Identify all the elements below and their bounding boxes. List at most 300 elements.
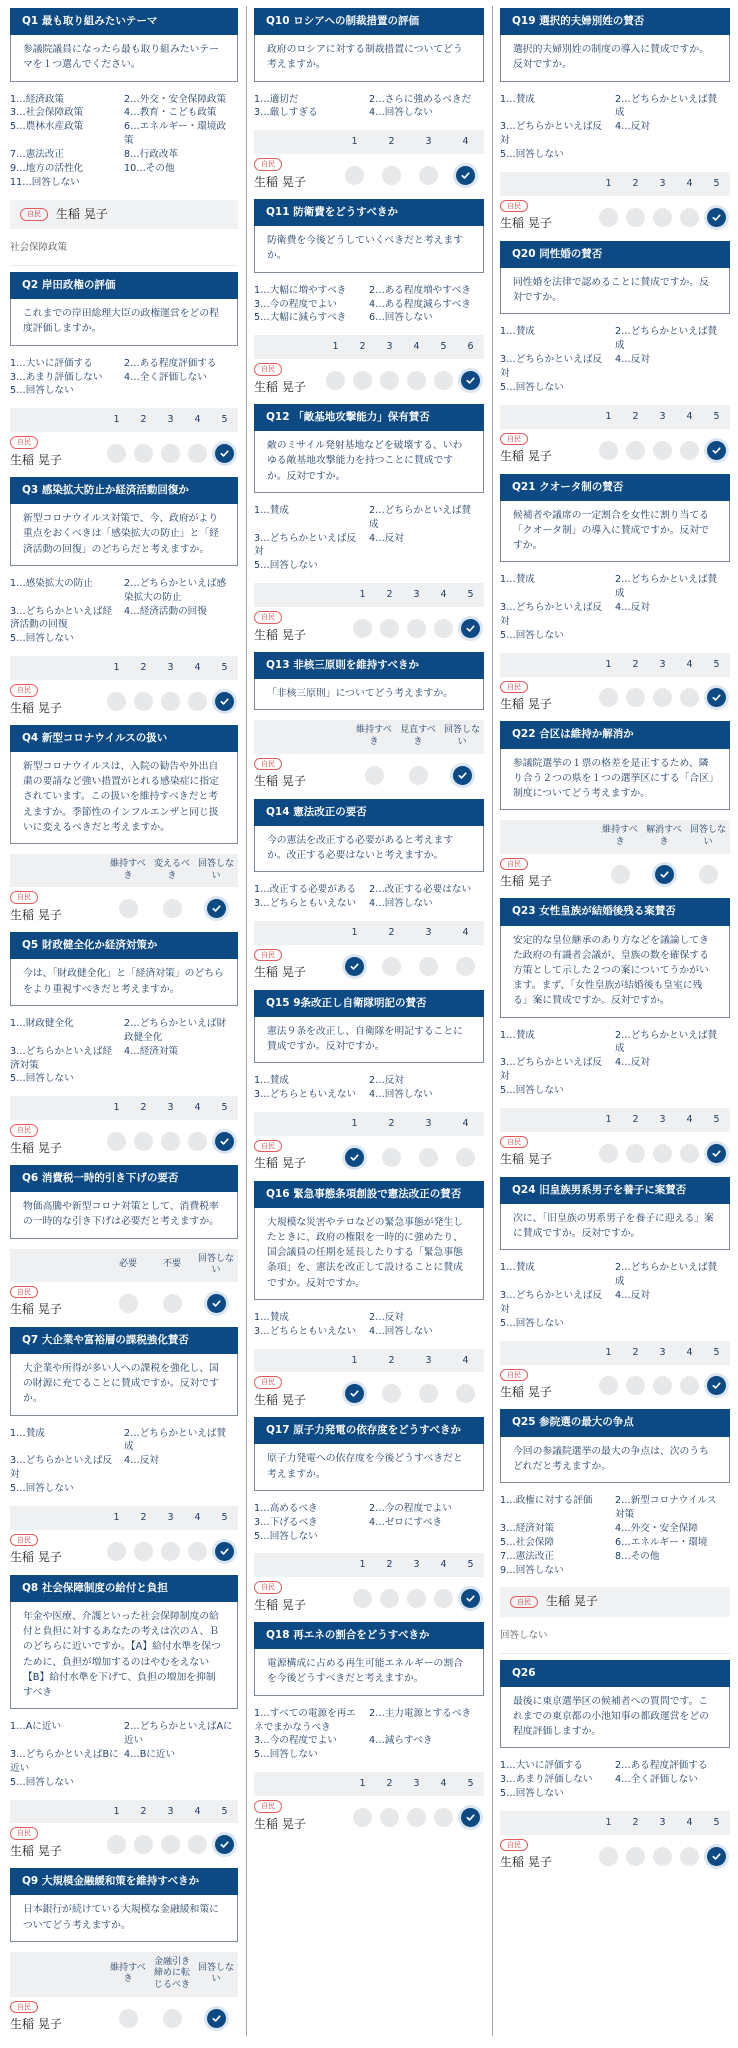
option-item: 3…どちらかといえば反対 — [10, 1455, 113, 1481]
candidate — [10, 1827, 62, 1860]
answer-slot — [622, 1847, 649, 1866]
option-list — [500, 1261, 730, 1331]
answer-slot — [703, 208, 730, 227]
check-icon — [711, 1851, 722, 1862]
scale-label: 1 — [113, 1102, 120, 1114]
scale-header — [500, 1108, 730, 1132]
scale-label: 1 — [605, 658, 612, 670]
unselected-answer-dot — [407, 1589, 426, 1608]
candidate-answer-row — [500, 854, 730, 895]
unselected-answer-dot — [188, 444, 207, 463]
question-card-q23 — [500, 898, 730, 1172]
option-item: 2…さらに強めるべきだ — [369, 93, 472, 105]
scale-label: 1 — [351, 1354, 358, 1366]
option-item: 1…感染拡大の防止 — [10, 577, 93, 589]
scale-header — [500, 1341, 730, 1365]
answer-dots — [106, 1294, 238, 1319]
option-item: 1…賛成 — [254, 504, 289, 516]
answer-slot — [106, 2009, 150, 2028]
candidate-name: 生稲 晃子 — [10, 1843, 62, 1858]
answer-slot — [457, 1589, 484, 1608]
party-badge: 自民 — [254, 949, 282, 962]
candidate-answer-row — [10, 432, 238, 473]
option-item: 4…反対 — [615, 1057, 650, 1069]
answer-dots — [595, 441, 730, 466]
option-item: 1…高めるべき — [254, 1502, 318, 1514]
scale-label: 3 — [413, 1559, 420, 1571]
candidate — [10, 1286, 62, 1319]
candidate — [500, 200, 552, 233]
scale-label: 2 — [632, 1114, 639, 1126]
answer-dots — [103, 1542, 238, 1567]
question-title: Q22 合区は維持か解消か — [500, 721, 730, 748]
question-text: これまでの岸田総理大臣の政権運営をどの程度評価しますか。 — [10, 299, 238, 345]
unselected-answer-dot — [653, 1847, 672, 1866]
scale-label: 2 — [140, 662, 147, 674]
answer-slot — [622, 1376, 649, 1395]
scale-label: 回答しない — [197, 859, 234, 881]
option-item: 4…反対 — [615, 354, 650, 366]
scale-label: 4 — [194, 1805, 201, 1817]
answer-slot — [150, 899, 194, 918]
candidate — [254, 611, 306, 644]
option-item: 8…行政改革 — [124, 149, 179, 161]
scale-header — [10, 1249, 238, 1282]
scale-label: 2 — [632, 410, 639, 422]
option-item: 4…ゼロにすべき — [369, 1516, 443, 1528]
scale-label: 3 — [167, 1512, 174, 1524]
option-item: 8…その他 — [615, 1550, 660, 1562]
scale-header — [10, 1952, 238, 1997]
unselected-answer-dot — [599, 441, 618, 460]
answer-slot — [676, 1376, 703, 1395]
answer-slot — [130, 1132, 157, 1151]
option-item: 3…経済対策 — [500, 1522, 555, 1534]
scale-label: 5 — [713, 410, 720, 422]
answer-slot — [396, 766, 440, 785]
option-item: 3…どちらともいえない — [254, 898, 357, 910]
candidate-name: 生稲 晃子 — [546, 1594, 598, 1609]
candidate-answer-row — [254, 1372, 484, 1413]
scale-label: 4 — [462, 926, 469, 938]
answer-dots — [103, 1132, 238, 1157]
candidate-answer-row — [254, 1577, 484, 1618]
question-card-q24 — [500, 1177, 730, 1406]
check-icon — [219, 1546, 230, 1557]
scale-label: 4 — [686, 658, 693, 670]
question-card-q26 — [500, 1660, 730, 1876]
answer-slot — [410, 166, 447, 185]
unselected-answer-dot — [456, 957, 475, 976]
option-list — [500, 325, 730, 395]
unselected-answer-dot — [161, 1835, 180, 1854]
unselected-answer-dot — [134, 1542, 153, 1561]
candidate — [500, 1369, 552, 1402]
scale-header — [10, 1506, 238, 1530]
option-item: 3…どちらかといえば反対 — [500, 1290, 603, 1315]
option-item: 5…回答しない — [10, 1776, 74, 1788]
candidate-name: 生稲 晃子 — [500, 216, 552, 231]
scale-label: 1 — [351, 1117, 358, 1129]
answer-slot — [457, 1808, 484, 1827]
selected-answer-icon — [207, 899, 226, 918]
scale-header — [500, 1811, 730, 1835]
unselected-answer-dot — [419, 166, 438, 185]
answer-slot — [157, 692, 184, 711]
scale-label: 3 — [386, 341, 393, 353]
candidate — [10, 2001, 62, 2034]
option-item: 5…回答しない — [10, 1483, 74, 1495]
unselected-answer-dot — [353, 1808, 372, 1827]
option-item: 3…下げるべき — [254, 1516, 318, 1528]
option-item: 4…全く評価しない — [124, 371, 207, 383]
scale-label: 1 — [605, 178, 612, 190]
question-text: 次に、「旧皇族の男系男子を養子に迎える」案に賛成ですか。反対ですか。 — [500, 1204, 730, 1250]
answer-slot — [595, 1144, 622, 1163]
answer-slot — [150, 1294, 194, 1313]
option-list — [254, 93, 484, 121]
answer-slot — [336, 166, 373, 185]
question-card-q21 — [500, 474, 730, 718]
answer-slot — [130, 444, 157, 463]
option-item: 3…社会保障政策 — [10, 107, 84, 119]
answer-slot — [410, 1148, 447, 1167]
question-text: 大企業や所得が多い人への課税を強化し、国の財源に充てることに賛成ですか。反対ですか。 — [10, 1354, 238, 1416]
answer-slot — [157, 1542, 184, 1561]
option-item: 3…あまり評価しない — [500, 1774, 593, 1786]
unselected-answer-dot — [680, 441, 699, 460]
question-text: 選択的夫婦別姓の制度の導入に賛成ですか。反対ですか。 — [500, 35, 730, 81]
answer-slot — [322, 371, 349, 390]
question-card-q11 — [254, 199, 484, 400]
option-item: 4…反対 — [369, 532, 404, 544]
answer-slot — [157, 444, 184, 463]
scale-label: 3 — [425, 926, 432, 938]
unselected-answer-dot — [434, 619, 453, 638]
question-card-q12 — [254, 404, 484, 648]
answer-slot — [447, 166, 484, 185]
question-card-q1 — [10, 8, 238, 266]
candidate-name: 生稲 晃子 — [10, 2017, 62, 2032]
party-badge: 自民 — [254, 611, 282, 624]
option-item: 3…厳しすぎる — [254, 107, 318, 119]
option-item: 3…どちらかといえばBに近い — [10, 1748, 119, 1774]
option-item: 3…どちらかといえば経済活動の回復 — [10, 605, 113, 631]
option-item: 4…反対 — [615, 602, 650, 614]
scale-label: 5 — [713, 178, 720, 190]
candidate-name: 生稲 晃子 — [254, 965, 306, 980]
scale-label: 2 — [388, 1354, 395, 1366]
party-badge: 自民 — [500, 681, 528, 694]
party-badge: 自民 — [10, 1124, 38, 1137]
option-item: 4…反対 — [124, 1455, 159, 1467]
option-item: 2…どちらかといえば財政健全化 — [124, 1017, 227, 1043]
option-item: 3…どちらともいえない — [254, 1089, 357, 1101]
answer-dots — [352, 766, 484, 791]
question-title: Q11 防衛費をどうすべきか — [254, 199, 484, 226]
unselected-answer-dot — [382, 1384, 401, 1403]
option-item: 3…どちらかといえば反対 — [500, 121, 603, 147]
scale-label: 2 — [140, 1102, 147, 1114]
unselected-answer-dot — [680, 1847, 699, 1866]
scale-header — [254, 1772, 484, 1796]
option-item: 1…改正する必要がある — [254, 884, 357, 896]
candidate-answer-row — [10, 1282, 238, 1323]
scale-label: 2 — [632, 1817, 639, 1829]
scale-label: 6 — [467, 341, 474, 353]
candidate-name: 生稲 晃子 — [500, 449, 552, 464]
answer-slot — [184, 1835, 211, 1854]
scale-label: 2 — [388, 926, 395, 938]
unselected-answer-dot — [119, 899, 138, 918]
answer-slot — [130, 1835, 157, 1854]
candidate — [10, 436, 62, 469]
party-badge: 自民 — [500, 1839, 528, 1852]
scale-label: 2 — [632, 658, 639, 670]
scale-label: 4 — [440, 1778, 447, 1790]
party-badge: 自民 — [10, 436, 38, 449]
answer-slot — [103, 444, 130, 463]
scale-label: 1 — [359, 1559, 366, 1571]
unselected-answer-dot — [599, 1847, 618, 1866]
unselected-answer-dot — [599, 688, 618, 707]
answer-slot — [103, 692, 130, 711]
question-title: Q13 非核三原則を維持すべきか — [254, 652, 484, 679]
candidate-name: 生稲 晃子 — [10, 452, 62, 467]
unselected-answer-dot — [419, 1148, 438, 1167]
option-item: 2…外交・安全保障政策 — [124, 93, 227, 105]
scale-header — [254, 1553, 484, 1577]
unselected-answer-dot — [380, 1589, 399, 1608]
scale-label: 回答しない — [689, 825, 726, 847]
option-list — [254, 504, 484, 574]
party-badge: 自民 — [10, 1827, 38, 1840]
answer-slot — [686, 865, 730, 884]
selected-answer-icon — [207, 1294, 226, 1313]
question-card-q18 — [254, 1622, 484, 1837]
unselected-answer-dot — [353, 371, 372, 390]
answer-slot — [376, 371, 403, 390]
scale-label: 4 — [413, 341, 420, 353]
option-list — [254, 1074, 484, 1102]
selected-answer-icon — [461, 1808, 480, 1827]
option-item: 2…どちらかといえば賛成 — [615, 93, 718, 119]
scale-label: 5 — [221, 1512, 228, 1524]
scale-label: 1 — [605, 410, 612, 422]
option-item: 1…賛成 — [500, 93, 535, 105]
candidate-name: 生稲 晃子 — [10, 1140, 62, 1155]
scale-label: 解消すべき — [646, 825, 682, 847]
selected-answer-icon — [655, 865, 674, 884]
question-title: Q12 「敵基地攻撃能力」保有賛否 — [254, 404, 484, 431]
scale-label: 4 — [686, 1817, 693, 1829]
candidate-answer-row — [500, 1835, 730, 1876]
option-item: 3…今の程度でよい — [254, 298, 337, 310]
party-badge: 自民 — [10, 1534, 38, 1547]
candidate-answer-row — [500, 1365, 730, 1406]
option-item: 4…Bに近い — [124, 1748, 176, 1760]
answer-slot — [649, 688, 676, 707]
candidate-answer-row — [10, 1997, 238, 2038]
unselected-answer-dot — [119, 1294, 138, 1313]
unselected-answer-dot — [163, 2009, 182, 2028]
scale-header — [254, 335, 484, 359]
option-item: 1…賛成 — [500, 1029, 535, 1041]
scale-label: 見直すべき — [400, 725, 436, 747]
candidate-name: 生稲 晃子 — [10, 700, 62, 715]
question-text: 年金や医療、介護といった社会保障制度の給付と負担に対するあなたの考えは次のＡ、Ｂのどちらに近いですか。【A】給付水準を保つために、負担が増加するのはやむをえない【B】給付水準を下げて、負担の増加を抑制すべき — [10, 1602, 238, 1709]
question-text: 同性婚を法律で認めることに賛成ですか。反対ですか。 — [500, 268, 730, 314]
selected-answer-icon — [707, 1376, 726, 1395]
answer-slot — [373, 1148, 410, 1167]
option-item: 5…回答しない — [254, 560, 318, 572]
candidate-answer-row — [10, 1530, 238, 1571]
answer-slot — [184, 692, 211, 711]
scale-label: 3 — [659, 178, 666, 190]
option-item: 5…大幅に減らすべき — [254, 312, 347, 324]
option-item: 5…回答しない — [500, 1317, 564, 1329]
check-icon — [711, 1380, 722, 1391]
question-card-q2 — [10, 272, 238, 473]
scale-label: 1 — [359, 589, 366, 601]
selected-answer-icon — [456, 166, 475, 185]
question-text: 憲法９条を改正し、自衛隊を明記することに賛成ですか。反対ですか。 — [254, 1017, 484, 1063]
scale-label: 3 — [167, 662, 174, 674]
candidate-answer-row — [10, 1823, 238, 1864]
answer-slot — [703, 688, 730, 707]
answer-slot — [106, 1294, 150, 1313]
scale-header — [500, 820, 730, 853]
party-badge: 自民 — [10, 684, 38, 697]
option-item: 5…回答しない — [500, 1788, 564, 1800]
option-item: 4…ある程度減らすべき — [369, 298, 471, 310]
option-item: 5…回答しない — [500, 629, 564, 641]
unselected-answer-dot — [680, 208, 699, 227]
candidate — [254, 1140, 306, 1173]
question-text: 大規模な災害やテロなどの緊急事態が発生したときに、政府の権限を一時的に強めたり、国会議員の任期を延長したりする「緊急事態条項」を、憲法を改正して設けることに賛成ですか。反対ですか。 — [254, 1208, 484, 1300]
unselected-answer-dot — [626, 1144, 645, 1163]
candidate-answer-row — [254, 154, 484, 195]
candidate-name: 生稲 晃子 — [254, 774, 306, 789]
unselected-answer-dot — [434, 371, 453, 390]
unselected-answer-dot — [134, 444, 153, 463]
party-badge: 自民 — [254, 158, 282, 171]
option-list — [254, 1707, 484, 1763]
candidate-answer-row — [500, 196, 730, 237]
party-badge: 自民 — [500, 1369, 528, 1382]
scale-label: 2 — [386, 589, 393, 601]
question-text: 安定的な皇位継承のあり方などを議論してきた政府の有識者会議が、皇族の数を確保する方策として示した２つの案についてうかがいます。まず、「女性皇族が結婚後も皇室に残る」案に賛成ですか。反対ですか。 — [500, 926, 730, 1018]
candidate-name: 生稲 晃子 — [254, 174, 306, 189]
scale-label: 4 — [462, 136, 469, 148]
unselected-answer-dot — [188, 1132, 207, 1151]
option-item: 6…エネルギー・環境 — [615, 1536, 708, 1548]
unselected-answer-dot — [653, 441, 672, 460]
question-text: 候補者や議席の一定割合を女性に割り当てる「クオータ制」の導入に賛成ですか。反対ですか。 — [500, 501, 730, 563]
question-title: Q5 財政健全化か経済対策か — [10, 932, 238, 959]
unselected-answer-dot — [188, 1542, 207, 1561]
scale-label: 維持すべき — [110, 859, 146, 881]
unselected-answer-dot — [134, 692, 153, 711]
candidate — [500, 858, 552, 891]
answer-dots — [595, 1376, 730, 1401]
answer-slot — [410, 957, 447, 976]
scale-header — [254, 130, 484, 154]
scale-label: 1 — [605, 1817, 612, 1829]
scale-label: 2 — [386, 1778, 393, 1790]
answer-slot — [106, 899, 150, 918]
question-card-q14 — [254, 799, 484, 986]
check-icon — [711, 692, 722, 703]
scale-header — [254, 1349, 484, 1373]
answer-slot — [336, 1384, 373, 1403]
answer-dots — [106, 2009, 238, 2034]
candidate-answer-row — [254, 754, 484, 795]
question-card-q7 — [10, 1327, 238, 1571]
answer-slot — [194, 2009, 238, 2028]
answer-slot — [150, 2009, 194, 2028]
answer-slot — [103, 1835, 130, 1854]
option-item: 2…どちらかといえば賛成 — [615, 1029, 718, 1055]
answer-slot — [703, 1847, 730, 1866]
unselected-answer-dot — [626, 441, 645, 460]
option-list — [10, 1720, 238, 1790]
question-card-q4 — [10, 725, 238, 928]
candidate — [500, 1136, 552, 1169]
candidate — [10, 684, 62, 717]
question-title: Q6 消費税一時的引き下げの要否 — [10, 1165, 238, 1192]
candidate — [500, 681, 552, 714]
scale-header — [254, 1112, 484, 1136]
candidate-name: 生稲 晃子 — [254, 1156, 306, 1171]
answer-text: 社会保障政策 — [10, 241, 238, 266]
option-list — [254, 1311, 484, 1339]
answer-slot — [440, 766, 484, 785]
question-card-q13 — [254, 652, 484, 795]
option-item: 5…農林水産政策 — [10, 121, 84, 133]
answer-slot — [622, 1144, 649, 1163]
unselected-answer-dot — [119, 2009, 138, 2028]
option-item: 5…回答しない — [500, 1085, 564, 1097]
option-item: 2…反対 — [369, 1311, 404, 1323]
check-icon — [711, 1148, 722, 1159]
selected-answer-icon — [345, 1384, 364, 1403]
option-item: 3…どちらかといえば反対 — [500, 354, 603, 380]
answer-dots — [595, 1144, 730, 1169]
answer-slot — [649, 441, 676, 460]
option-item: 10…その他 — [124, 163, 175, 175]
option-item: 4…反対 — [615, 1290, 650, 1302]
scale-label: 1 — [113, 1512, 120, 1524]
scale-label: 5 — [467, 1559, 474, 1571]
answer-slot — [352, 766, 396, 785]
scale-label: 4 — [462, 1117, 469, 1129]
scale-label: 金融引き締めに転じるべき — [153, 1956, 190, 1991]
option-item: 5…回答しない — [10, 385, 74, 397]
selected-answer-icon — [215, 1835, 234, 1854]
candidate-answer-row — [254, 1796, 484, 1837]
scale-label: 2 — [632, 1346, 639, 1358]
question-title: Q25 参院選の最大の争点 — [500, 1409, 730, 1436]
answer-slot — [622, 441, 649, 460]
party-badge: 自民 — [254, 1376, 282, 1389]
check-icon — [219, 448, 230, 459]
option-list — [500, 1029, 730, 1099]
answer-dots — [349, 1589, 484, 1614]
answer-slot — [103, 1132, 130, 1151]
option-list — [500, 573, 730, 643]
option-item: 4…経済対策 — [124, 1045, 179, 1057]
